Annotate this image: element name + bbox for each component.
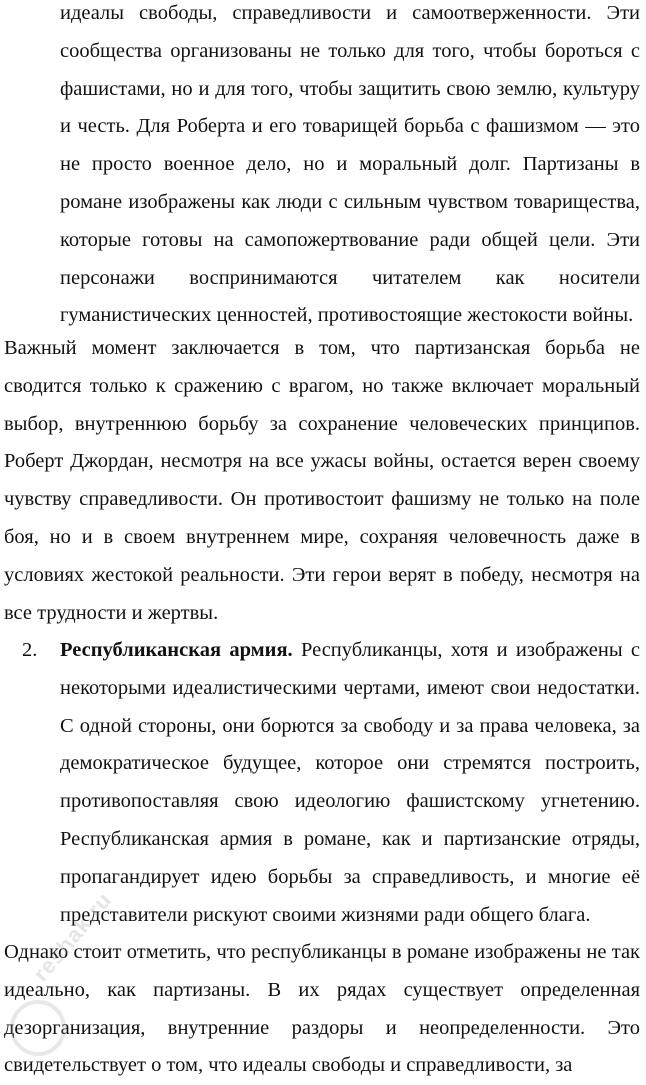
watermark-text: reshak.ru — [28, 887, 117, 987]
list-number: 2. — [22, 639, 38, 661]
paragraph-partisan-ideals: идеалы свободы, справедливости и самоотверженности. Эти сообщества организованы не только для того, чтобы бороться с фашистами, но и для того, чтобы защитить свою землю, культуру и честь. Для Роберта и его товарищей борьба с фашизмом — это не просто военное дело, но и моральный долг. Партизаны в романе изображены как люди с сильным чувством товарищества, которые готовы на самопожертвование ради общей цели. Эти персонажи воспринимаются читателем как носители гуманистических ценностей, противостоящие жестокости войны. — [60, 2, 640, 327]
paragraph-however: Однако стоит отметить, что республиканцы в романе изображены не так идеально, как партизаны. В их рядах существует определенная дезорганизация, внутренние раздоры и неопределенности. Это свидетельствует о том, что идеалы свободы и справедливости, за — [4, 941, 640, 1077]
list-item-republican-army — [22, 632, 640, 934]
list-item-text: Республиканцы, хотя и изображены с некоторыми идеалистическими чертами, имеют свои недостатки. С одной стороны, они борются за свободу и за права человека, за демократическое будущее, которое они стремятся построить, противопоставляя свою идеологию фашистскому угнетению. Республиканская армия в романе, как и партизанские отряды, пропагандирует идею борьбы за справедливость, и многие её представители рискуют своими жизнями ради общего блага. — [60, 639, 640, 926]
list-item-title: Республиканская армия. — [60, 639, 293, 661]
paragraph-important-moment: Важный момент заключается в том, что партизанская борьба не сводится только к сражению с врагом, но также включает моральный выбор, внутреннюю борьбу за сохранение человеческих принципов. Роберт Джордан, несмотря на все ужасы войны, остается верен своему чувству справедливости. Он противостоит фашизму не только на поле боя, но и в своем внутреннем мире, сохраняя человечность даже в условиях жестокой реальности. Эти герои верят в победу, несмотря на все трудности и жертвы. — [4, 337, 640, 624]
